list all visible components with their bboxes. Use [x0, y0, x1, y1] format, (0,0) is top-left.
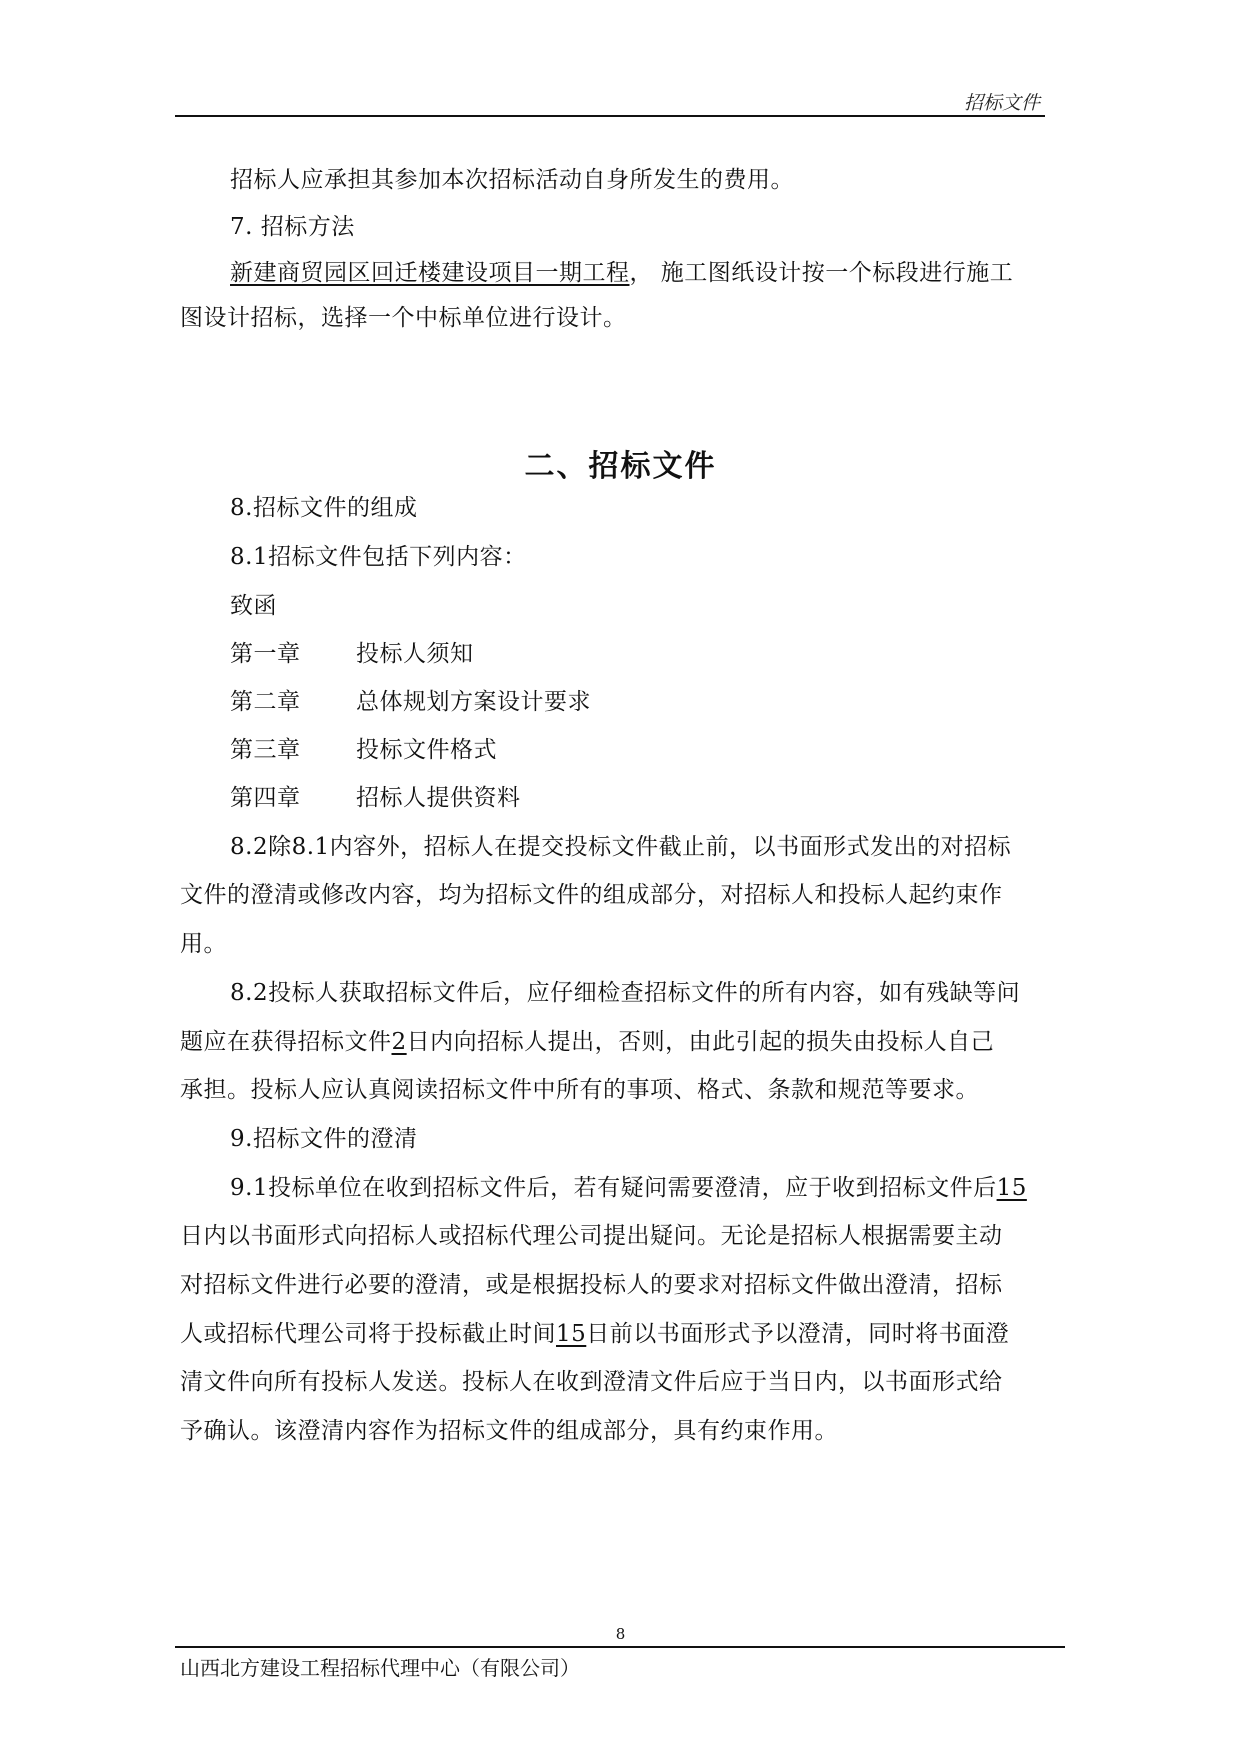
item9-title: 9.招标文件的澄清: [230, 1126, 418, 1152]
project-name: 新建商贸园区回迁楼建设项目一期工程: [230, 260, 630, 286]
item9-1-line3: 对招标文件进行必要的澄清，或是根据投标人的要求对招标文件做出澄清，招标: [180, 1272, 1003, 1298]
chapter-label: 第三章: [230, 737, 301, 763]
days-value: 2: [391, 1029, 407, 1055]
item8-2b-line2-pre: 题应在获得招标文件: [180, 1029, 392, 1055]
page-number: 8: [615, 1625, 626, 1643]
item8-title: 8.招标文件的组成: [230, 495, 418, 521]
item8-2b-line2-post: 日内向招标人提出，否则，由此引起的损失由投标人自己: [406, 1029, 995, 1055]
item8-2a-line3: 用。: [180, 931, 227, 957]
chapter-title: 招标人提供资料: [356, 785, 521, 811]
section-heading: 二、招标文件: [524, 449, 717, 484]
item9-1-line2: 日内以书面形式向招标人或招标代理公司提出疑问。无论是招标人根据需要主动: [180, 1223, 1003, 1249]
item9-1-line4: [180, 1319, 1070, 1349]
item9-1-line4-pre: 人或招标代理公司将于投标截止时间: [180, 1321, 556, 1347]
letter-label: 致函: [230, 593, 277, 619]
item8-2b-line1: 8.2投标人获取招标文件后，应仔细检查招标文件的所有内容，如有残缺等问: [230, 980, 1021, 1006]
item9-1-line1-pre: 9.1投标单位在收到招标文件后，若有疑问需要澄清，应于收到招标文件后: [230, 1175, 997, 1201]
item9-1-line4-post: 日前以书面形式予以澄清，同时将书面澄: [586, 1321, 1010, 1347]
item8-1: 8.1招标文件包括下列内容：: [230, 544, 527, 570]
item7-line2: 图设计招标，选择一个中标单位进行设计。: [180, 305, 627, 331]
chapter-label: 第二章: [230, 689, 301, 715]
days-value: 15: [996, 1175, 1027, 1201]
item9-1-line5: 清文件向所有投标人发送。投标人在收到澄清文件后应于当日内，以书面形式给: [180, 1369, 1003, 1395]
item8-2b-line2: [180, 1027, 1070, 1057]
item8-2a-line2: 文件的澄清或修改内容，均为招标文件的组成部分，对招标人和投标人起约束作: [180, 882, 1003, 908]
chapter-title: 投标文件格式: [356, 737, 497, 763]
footer-rule: [175, 1646, 1065, 1648]
header-rule: [175, 115, 1045, 117]
days-value: 15: [556, 1321, 587, 1347]
item9-1-line6: 予确认。该澄清内容作为招标文件的组成部分，具有约束作用。: [180, 1418, 838, 1444]
item8-2a-line1: 8.2除8.1内容外，招标人在提交投标文件截止前，以书面形式发出的对招标: [230, 834, 1012, 860]
chapter-title: 总体规划方案设计要求: [356, 689, 591, 715]
item7-line1-rest: ， 施工图纸设计按一个标段进行施工: [629, 260, 1014, 286]
item7-title: 7. 招标方法: [230, 214, 355, 240]
chapter-label: 第四章: [230, 785, 301, 811]
paragraph-cost: 招标人应承担其参加本次招标活动自身所发生的费用。: [230, 167, 794, 193]
item8-2b-line3: 承担。投标人应认真阅读招标文件中所有的事项、格式、条款和规范等要求。: [180, 1077, 979, 1103]
header-label: 招标文件: [963, 92, 1040, 114]
chapter-label: 第一章: [230, 641, 301, 667]
item9-1-line1: [230, 1173, 1120, 1203]
item7-line1: [230, 258, 1120, 288]
footer-company: 山西北方建设工程招标代理中心（有限公司）: [180, 1656, 580, 1680]
chapter-title: 投标人须知: [356, 641, 474, 667]
